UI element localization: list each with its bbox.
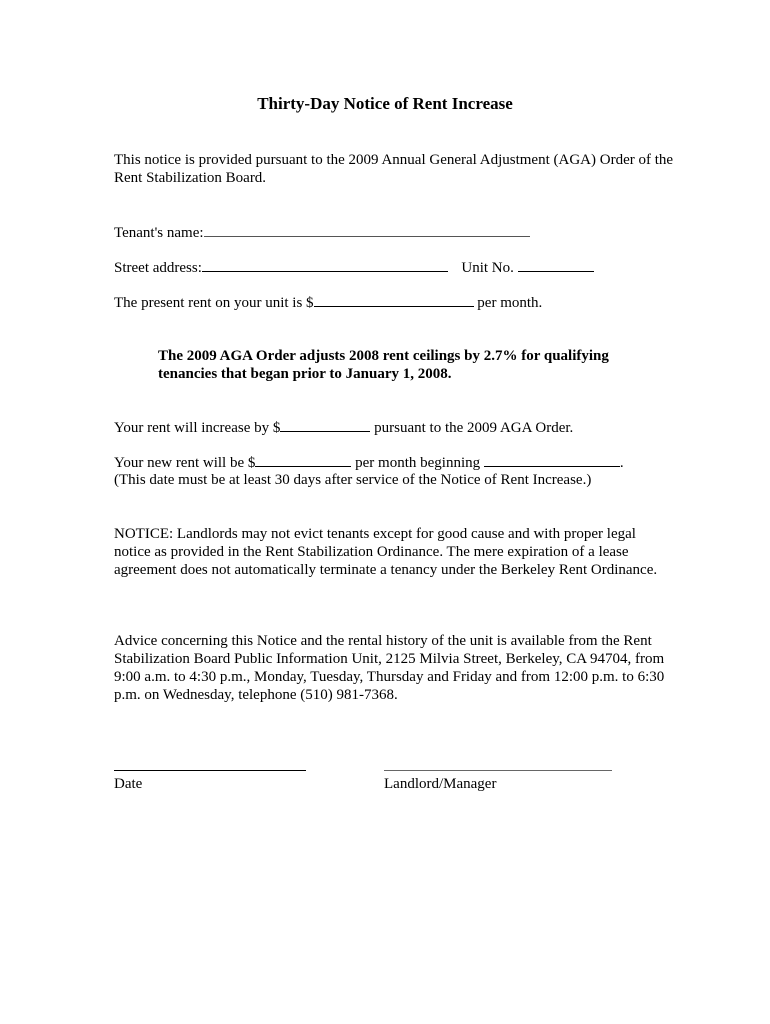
- tenant-name-row: [114, 223, 530, 242]
- tenant-name-label: Tenant's name:: [114, 225, 204, 241]
- new-rent-middle: per month beginning: [355, 455, 481, 471]
- present-rent-row: [114, 293, 542, 312]
- street-address-field[interactable]: [202, 258, 448, 272]
- increase-amount-field[interactable]: [280, 418, 370, 432]
- notice-paragraph: NOTICE: Landlords may not evict tenants except for good cause and with proper legal notice as provided in the Rent Stabilization Ordinance. The mere expiration of a lease agreement does not automatically terminate a tenancy under the Berkeley Rent Ordinance.: [114, 526, 658, 578]
- landlord-label: Landlord/Manager: [384, 776, 497, 792]
- new-rent-field[interactable]: [255, 453, 351, 467]
- advice-paragraph: Advice concerning this Notice and the rental history of the unit is available from the Rent Stabilization Board Public Information Unit, 2125 Milvia Street, Berkeley, CA 94704, from 9:00 a.m. to 4:30 p.m., Monday, Tuesday, Thursday and Friday and from 12:00 p.m. to 6:30 p.m. on Wednesday, telephone (510) 981-7368.: [114, 633, 665, 703]
- date-signature-line[interactable]: [114, 770, 306, 771]
- date-label: Date: [114, 776, 143, 792]
- rent-increase-row: [114, 418, 573, 437]
- new-rent-prefix: Your new rent will be $: [114, 455, 256, 471]
- unit-number-field[interactable]: [518, 258, 594, 272]
- tenant-name-field[interactable]: [204, 223, 530, 237]
- present-rent-suffix: per month.: [477, 295, 543, 311]
- increase-suffix: pursuant to the 2009 AGA Order.: [374, 420, 574, 436]
- effective-date-field[interactable]: [484, 453, 620, 467]
- document-title: Thirty-Day Notice of Rent Increase: [257, 94, 513, 113]
- new-rent-end: .: [619, 455, 624, 471]
- present-rent-prefix: The present rent on your unit is $: [114, 295, 314, 311]
- date-requirement: (This date must be at least 30 days after service of the Notice of Rent Increase.): [114, 472, 592, 488]
- intro-paragraph: This notice is provided pursuant to the 2009 Annual General Adjustment (AGA) Order of the Rent Stabilization Board.: [114, 152, 674, 186]
- aga-statement: The 2009 AGA Order adjusts 2008 rent ceilings by 2.7% for qualifying tenancies that began prior to January 1, 2008.: [158, 348, 609, 382]
- present-rent-field[interactable]: [314, 293, 474, 307]
- unit-label: Unit No.: [461, 260, 514, 276]
- new-rent-row: [114, 453, 624, 472]
- street-address-label: Street address:: [114, 260, 202, 276]
- street-address-row: [114, 258, 594, 277]
- increase-prefix: Your rent will increase by $: [114, 420, 281, 436]
- landlord-signature-line[interactable]: [384, 770, 612, 771]
